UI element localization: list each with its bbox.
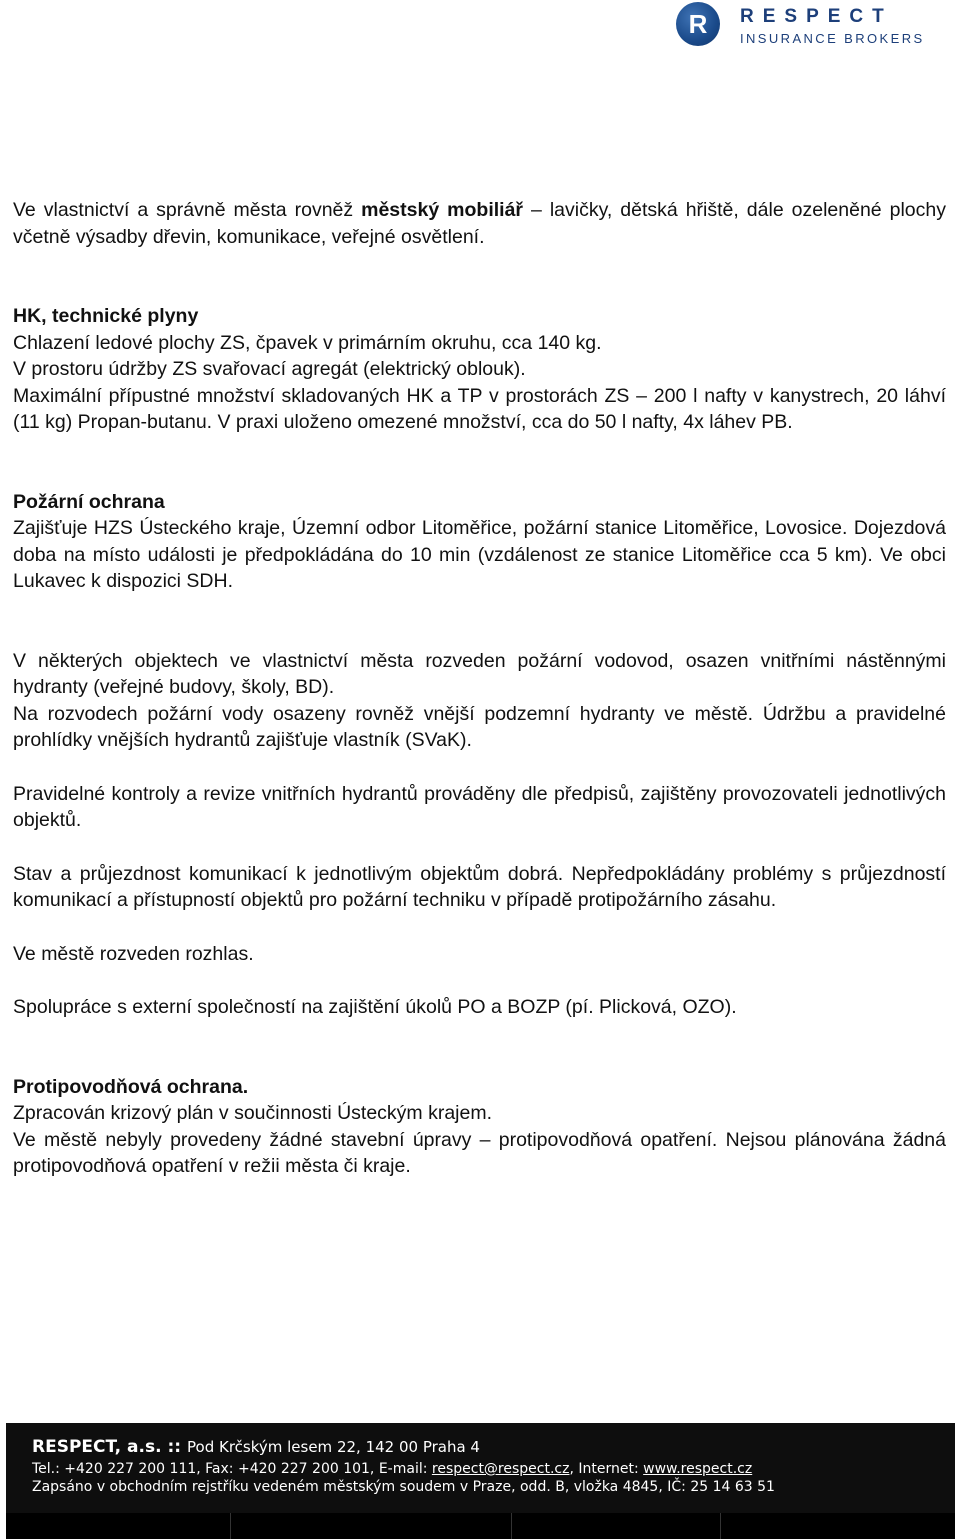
- footer-email-link[interactable]: respect@respect.cz: [431, 1461, 570, 1477]
- stav-paragraph: Stav a průjezdnost komunikací k jednotlivým objektům dobrá. Nepředpokládány problémy s průjezdností komunikací a přístupností objektů pro požární techniku v případě protipožárního zásahu.: [13, 862, 946, 911]
- footer-address-line: RESPECT, a.s. :: Pod Krčským lesem 22, 142 00 Praha 4: [32, 1437, 480, 1457]
- hk-line-1: Chlazení ledové plochy ZS, čpavek v primárním okruhu, cca 140 kg.: [13, 331, 602, 354]
- page-footer: [6, 1423, 955, 1539]
- ppo-line-1: Zpracován krizový plán v součinnosti Ústeckým krajem.: [13, 1102, 492, 1124]
- vodovod-paragraph-2: Na rozvodech požární vody osazeny rovněž vnější podzemní hydranty ve městě. Údržbu a pravidelné prohlídky vnějších hydrantů zajišťuje vlastník (SVaK).: [13, 702, 946, 751]
- vodovod-paragraph-1: V některých objektech ve vlastnictví města rozveden požární vodovod, osazen vnitřními nástěnnými hydranty (veřejné budovy, školy, BD).: [13, 649, 946, 698]
- footer-address: Pod Krčským lesem 22, 142 00 Praha 4: [187, 1438, 480, 1456]
- kontroly-paragraph: Pravidelné kontroly a revize vnitřních hydrantů prováděny dle předpisů, zajištěny provozovateli jednotlivých objektů.: [13, 782, 946, 831]
- page-header: [0, 0, 960, 60]
- section-title-po: Požární ochrana: [13, 490, 165, 513]
- paragraph-mobiliar: Ve vlastnictví a správně města rovněž městský mobiliář – lavičky, dětská hřiště, dále ozeleněné plochy včetně výsadby dřevin, komunikace, veřejné osvětlení.: [13, 199, 946, 248]
- document-body: [13, 197, 946, 1180]
- spoluprace-paragraph: Spolupráce s externí společností na zajištění úkolů PO a BOZP (pí. Plicková, OZO).: [13, 996, 737, 1018]
- hk-line-3: Maximální přípustné množství skladovaných HK a TP v prostorách ZS – 200 l nafty v kanystrech, 20 láhví (11 kg) Propan-butanu. V praxi uloženo omezené množství, cca do 50 l nafty, 4x láhev PB.: [13, 384, 946, 433]
- po-paragraph: Zajišťuje HZS Ústeckého kraje, Územní odbor Litoměřice, požární stanice Litoměřice, Lovosice. Dojezdová doba na místo události je předpokládána do 10 min (vzdálenost ze stanice Litoměřice cca 5 km). Ve obci Lukavec k dispozici SDH.: [13, 517, 946, 592]
- section-title-ppo: Protipovodňová ochrana.: [13, 1075, 249, 1098]
- respect-logo-icon: R: [676, 2, 720, 46]
- footer-company: RESPECT, a.s.: [32, 1437, 162, 1457]
- mobiliar-term: městský mobiliář: [361, 199, 524, 221]
- section-title-hk: HK, technické plyny: [13, 305, 199, 327]
- footer-web-link[interactable]: www.respect.cz: [643, 1461, 753, 1477]
- rozhlas-paragraph: Ve městě rozveden rozhlas.: [13, 942, 254, 965]
- footer-contact-line: Tel.: +420 227 200 111, Fax: +420 227 200 101, E-mail: respect@respect.cz, Internet: www.respect.cz: [32, 1461, 753, 1477]
- brand-subtitle: INSURANCE BROKERS: [740, 31, 925, 46]
- footer-registry: Zapsáno v obchodním rejstříku vedeném městským soudem v Praze, odd. B, vložka 4845, IČ: 25 14 63 51: [32, 1479, 775, 1495]
- hk-line-2: V prostoru údržby ZS svařovací agregát (elektrický oblouk).: [13, 358, 526, 380]
- ppo-line-2: Ve městě nebyly provedeny žádné stavební úpravy – protipovodňová opatření. Nejsou plánována žádná protipovodňová opatření v režii města či kraje.: [13, 1128, 946, 1177]
- footer-bottom-bar: [6, 1513, 955, 1539]
- brand-name: RESPECT: [740, 6, 893, 27]
